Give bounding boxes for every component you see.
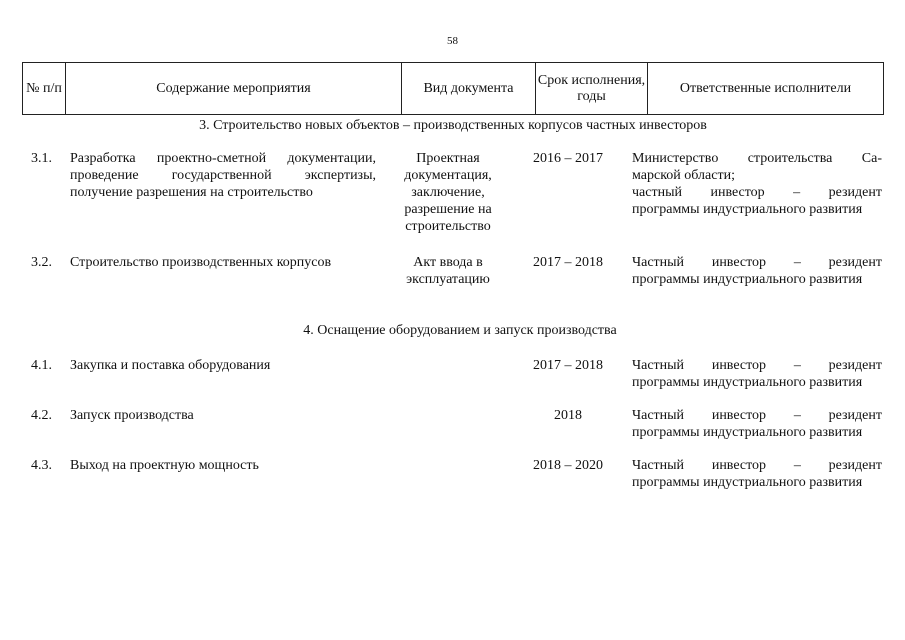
exec-line: Министерство строительства Са- xyxy=(632,151,882,166)
exec-line: программы индустриального развития xyxy=(632,425,863,440)
doc-line: заключение, xyxy=(411,185,485,200)
row-executors xyxy=(632,457,882,491)
exec-line: программы индустриального развития xyxy=(632,272,863,287)
row-number: 3.1. xyxy=(31,151,52,166)
row-term: 2018 – 2020 xyxy=(533,458,603,473)
exec-line: Частный инвестор – резидент xyxy=(632,255,882,270)
content-line: Строительство производственных корпусов xyxy=(70,255,332,270)
exec-line: Частный инвестор – резидент xyxy=(632,358,882,373)
exec-line: Частный инвестор – резидент xyxy=(632,458,882,473)
row-executors xyxy=(632,357,882,391)
content-line: проведение государственной экспертизы, xyxy=(70,168,376,183)
row-term: 2016 – 2017 xyxy=(533,151,603,166)
table-header xyxy=(22,62,884,115)
row-executors xyxy=(632,150,882,218)
doc-line: Проектная xyxy=(416,151,480,166)
doc-line: разрешение на xyxy=(404,202,492,217)
header-term: Срок исполнения, годы xyxy=(535,63,647,114)
row-executors xyxy=(632,254,882,288)
exec-line: программы индустриального развития xyxy=(632,375,863,390)
section-3-title: 3. Строительство новых объектов – производственных корпусов частных инвесторов xyxy=(199,118,707,133)
content-line: получение разрешения на строительство xyxy=(70,185,313,200)
exec-line: программы индустриального развития xyxy=(632,475,863,490)
row-term: 2017 – 2018 xyxy=(533,358,603,373)
header-document-type: Вид документа xyxy=(401,63,535,114)
row-content xyxy=(70,357,376,374)
row-term: 2018 xyxy=(554,408,582,423)
row-content xyxy=(70,150,376,201)
doc-line: строительство xyxy=(405,219,491,234)
header-executors: Ответственные исполнители xyxy=(647,63,883,114)
row-content xyxy=(70,254,376,271)
row-content xyxy=(70,457,376,474)
content-line: Запуск производства xyxy=(70,408,194,423)
section-4-title: 4. Оснащение оборудованием и запуск производства xyxy=(303,323,617,338)
page-number: 58 xyxy=(447,35,458,47)
exec-line: частный инвестор – резидент xyxy=(632,185,882,200)
exec-line: марской области; xyxy=(632,168,735,183)
row-content xyxy=(70,407,376,424)
header-number: № п/п xyxy=(26,80,62,96)
doc-line: документация, xyxy=(404,168,492,183)
exec-line: Частный инвестор – резидент xyxy=(632,408,882,423)
doc-line: Акт ввода в xyxy=(413,255,483,270)
exec-line: программы индустриального развития xyxy=(632,202,863,217)
header-content: Содержание мероприятия xyxy=(65,63,401,114)
row-number: 3.2. xyxy=(31,255,52,270)
row-number: 4.2. xyxy=(31,408,52,423)
content-line: Выход на проектную мощность xyxy=(70,458,259,473)
content-line: Закупка и поставка оборудования xyxy=(70,358,271,373)
row-number: 4.3. xyxy=(31,458,52,473)
content-line: Разработка проектно-сметной документации, xyxy=(70,151,376,166)
row-document-type xyxy=(384,150,512,235)
row-document-type xyxy=(384,254,512,288)
row-executors xyxy=(632,407,882,441)
row-number: 4.1. xyxy=(31,358,52,373)
doc-line: эксплуатацию xyxy=(406,272,490,287)
row-term: 2017 – 2018 xyxy=(533,255,603,270)
